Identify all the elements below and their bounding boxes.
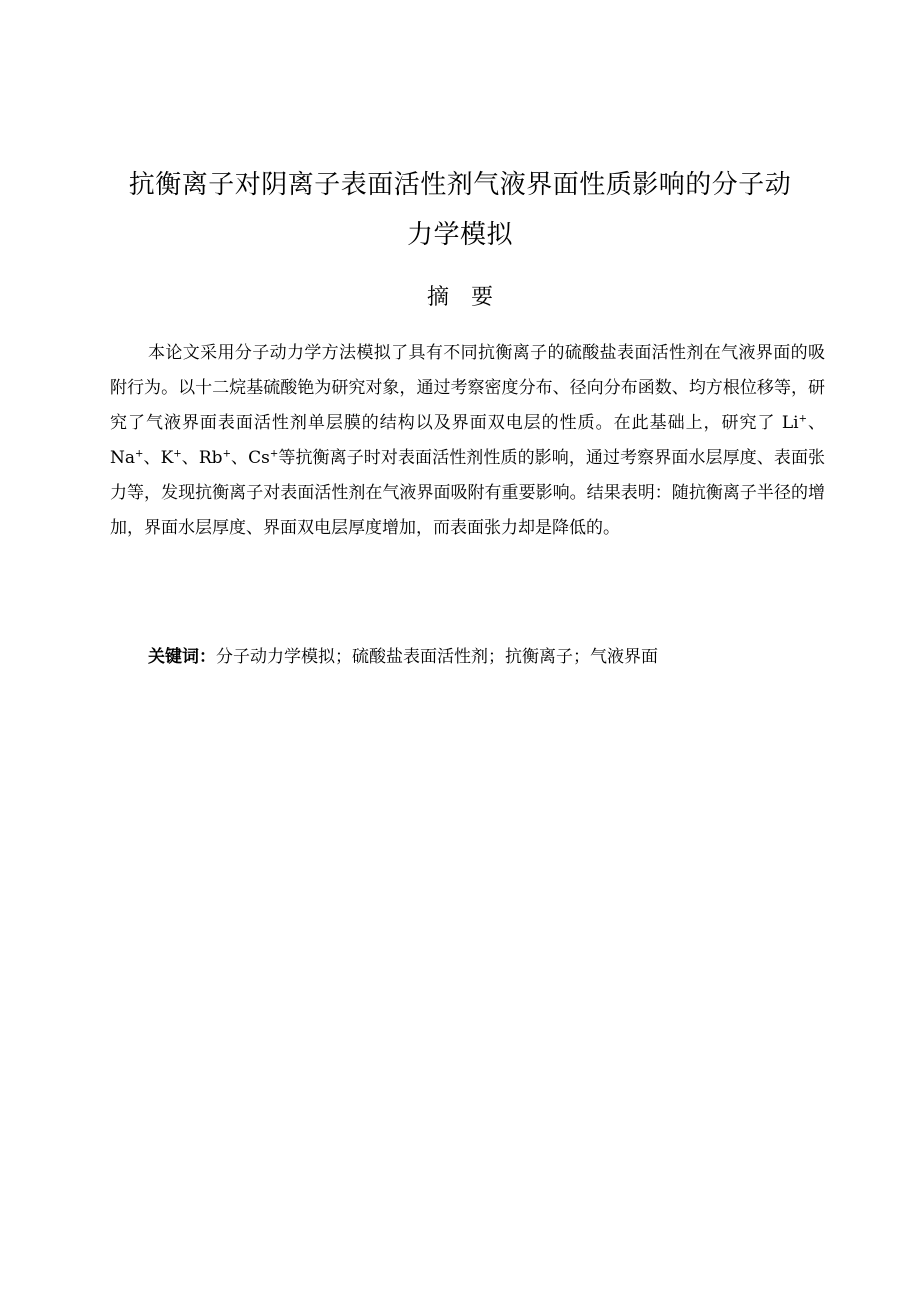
paper-title-line-1: 抗衡离子对阴离子表面活性剂气液界面性质影响的分子动 [128,170,792,200]
ion-charge: + [222,448,231,460]
keywords-label: 关键词： [148,647,216,667]
keywords-line [148,640,828,674]
ion-na: Na [110,448,136,468]
ion-charge: + [269,448,279,460]
ion-cs: Cs [248,448,270,468]
ion-separator: 、 [143,448,161,468]
ion-charge: + [135,448,144,460]
ion-charge: + [173,448,182,460]
paper-title-line-2: 力学模拟 [406,220,513,250]
keywords-list: 分子动力学模拟；硫酸盐表面活性剂；抗衡离子；气液界面 [216,647,658,667]
ion-charge: + [798,413,808,425]
ion-li: Li [781,413,799,433]
paper-title [96,160,824,260]
ion-separator: 、 [807,413,826,433]
ion-separator: 、 [230,448,249,468]
abstract-text-part-1: 本论文采用分子动力学方法模拟了具有不同抗衡离子的硫酸盐表面活性剂在气液界面的吸附行为。以十二烷基硫酸铯为研究对象，通过考察密度分布、径向分布函数、均方根位移等，研究了气液界面表面活性剂单层膜的结构以及界面双电层的性质。在此基础上，研究了 [110,343,825,433]
ion-separator: 、 [181,448,199,468]
abstract-text-part-2: 等抗衡离子时对表面活性剂性质的影响，通过考察界面水层厚度、表面张力等，发现抗衡离子对表面活性剂在气液界面吸附有重要影响。结果表明：随抗衡离子半径的增加，界面水层厚度、界面双电层厚度增加，而表面张力却是降低的。 [110,448,826,538]
ion-rb: Rb [198,448,223,468]
abstract-heading: 摘要 [426,285,515,310]
abstract-body [110,336,825,546]
ion-k: K [160,448,174,468]
